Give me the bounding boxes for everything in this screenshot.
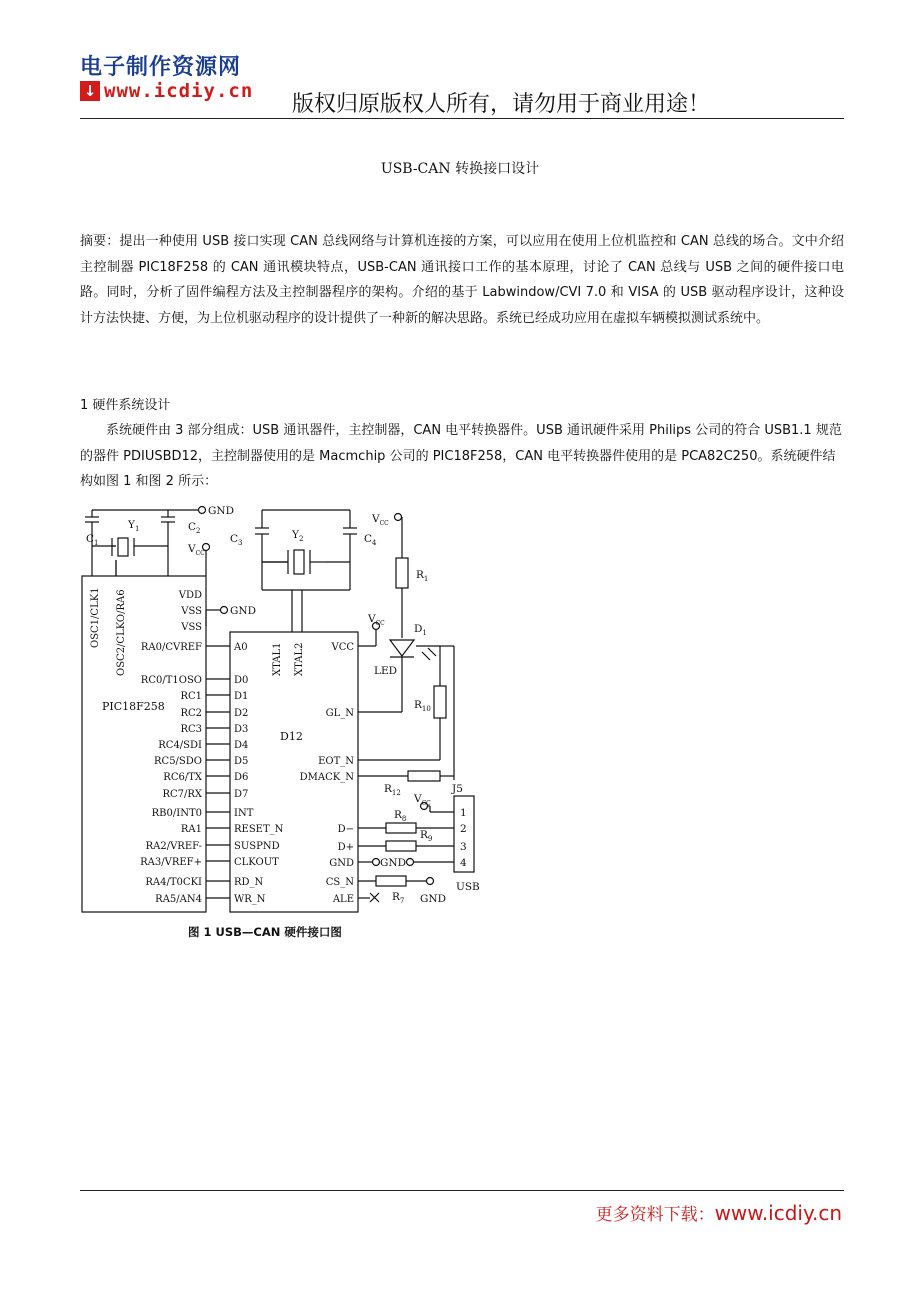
mcu-pin-vdd: VDD <box>178 590 202 601</box>
mcu-pin-0: RA0/CVREF <box>140 642 202 653</box>
mcu-pin-vss-1: VSS <box>181 606 202 617</box>
d12-left-pin-4: D3 <box>234 724 249 735</box>
r10-label: $R_{10}$ <box>414 699 431 713</box>
vcc-label-3: $V_{CC}$ <box>368 613 385 627</box>
d12-left-pin-0: A0 <box>234 642 248 653</box>
mcu-pin-vss-2: VSS <box>181 622 202 633</box>
d12-left-pin-9: INT <box>234 808 254 819</box>
mcu-pin-6: RC5/SDO <box>154 756 202 767</box>
gnd-label-4: GND <box>420 893 446 905</box>
mcu-pin-9: RB0/INT0 <box>151 808 202 819</box>
d12-left-pin-3: D2 <box>234 708 249 719</box>
j5-pin-2: 2 <box>460 823 467 835</box>
mcu-pin-11: RA2/VREF- <box>145 841 202 852</box>
download-arrow-icon: ↓ <box>80 81 100 101</box>
mcu-pin-4: RC3 <box>180 724 202 735</box>
d12-right-pin-3: DMACK_N <box>299 772 354 783</box>
circuit-diagram-figure <box>80 500 480 940</box>
mcu-pin-14: RA5/AN4 <box>155 894 202 905</box>
r8-label: $R_8$ <box>394 809 407 823</box>
mcu-pin-2: RC1 <box>180 691 202 702</box>
d12-left-pin-7: D6 <box>234 772 249 783</box>
footer-download[interactable] <box>596 1200 842 1225</box>
abstract-paragraph: 摘要：提出一种使用 USB 接口实现 CAN 总线网络与计算机连接的方案，可以应用在使用上位机监控和 CAN 总线的场合。文中介绍主控制器 PIC18F258 的 CAN 通讯模块特点，USB-CAN 通讯接口工作的基本原理，讨论了 CAN 总线与 USB 之间的硬件接口电路。同时，分析了固件编程方法及主控制器程序的架构。介绍的基于 Labwindow/CVI 7.0 和 VISA 的 USB 驱动程序设计，这种设计方法快捷、方便，为上位机驱动程序的设计提供了一种新的解决思路。系统已经成功应用在虚拟车辆模拟测试系统中。 <box>80 234 844 326</box>
mcu-pin-13: RA4/T0CKI <box>145 877 202 888</box>
r7-label: $R_7$ <box>392 891 405 905</box>
d12-right-pin-5: D+ <box>337 842 354 853</box>
j5-pin-4: 4 <box>460 857 467 869</box>
d12-right-pin-1: GL_N <box>325 708 354 719</box>
c1-label: $C_1$ <box>86 533 99 547</box>
mcu-pin-3: RC2 <box>180 708 202 719</box>
d12-left-pin-14: WR_N <box>234 894 266 905</box>
mcu-pin-1: RC0/T1OSO <box>140 675 202 686</box>
vcc-label-4: $V_{CC}$ <box>414 793 431 807</box>
body-paragraph-text: 系统硬件由 3 部分组成：USB 通讯器件，主控制器，CAN 电平转换器件。USB 通讯硬件采用 Philips 公司的符合 USB1.1 规范的器件 PDIUSBD12，主控制器使用的是 Macmchip 公司的 PIC18F258，CAN 电平转换器件使用的是 PCA82C250。系统硬件结构如图 1 和图 2 所示： <box>80 423 842 489</box>
c4-label: $C_4$ <box>364 533 377 547</box>
d12-left-pin-10: RESET_N <box>234 824 284 835</box>
y2-label: $Y_2$ <box>292 529 304 543</box>
mcu-name-label: PIC18F258 <box>102 700 165 713</box>
j5-pin-1: 1 <box>460 807 467 819</box>
c3-label: $C_3$ <box>230 533 243 547</box>
mcu-pin-7: RC6/TX <box>163 772 202 783</box>
mcu-pin-osc2: OSC2/CLKO/RA6 <box>116 589 127 676</box>
gnd-label-2: GND <box>230 605 256 617</box>
gnd-label-3: GND <box>380 857 406 869</box>
mcu-pin-osc1: OSC1/CLK1 <box>90 587 101 648</box>
usb-label: USB <box>456 881 480 893</box>
led-label: LED <box>374 665 398 677</box>
d12-left-pin-6: D5 <box>234 756 249 767</box>
r1-label: $R_1$ <box>416 569 429 583</box>
mcu-pin-12: RA3/VREF+ <box>140 857 202 868</box>
d12-left-pin-8: D7 <box>234 789 249 800</box>
d12-left-pin-labels <box>233 642 284 905</box>
section-heading: 1 硬件系统设计 <box>80 398 171 413</box>
d12-left-pin-13: RD_N <box>234 877 264 888</box>
circuit-schematic <box>80 500 480 940</box>
d12-left-pin-11: SUSPND <box>234 841 280 852</box>
d1-label: $D_1$ <box>414 623 427 637</box>
d12-right-pin-0: VCC <box>331 642 354 653</box>
copyright-slogan: 版权归原版权人所有，请勿用于商业用途！ <box>292 92 711 117</box>
d12-name-label: D12 <box>280 730 303 743</box>
site-logo-url[interactable] <box>80 80 253 102</box>
site-logo-text[interactable]: 电子制作资源网 <box>80 55 242 80</box>
d12-right-pin-8: ALE <box>332 894 354 905</box>
document-title: USB-CAN 转换接口设计 <box>380 161 540 177</box>
d12-left-pin-1: D0 <box>234 675 249 686</box>
footer-url[interactable]: www.icdiy.cn <box>714 1201 842 1225</box>
d12-right-pin-6: GND <box>329 858 354 869</box>
d12-pin-xtal1: XTAL1 <box>272 642 283 676</box>
d12-left-pin-5: D4 <box>234 740 249 751</box>
bus-lines <box>206 646 230 898</box>
d12-pin-xtal2: XTAL2 <box>294 642 305 676</box>
d12-right-pin-labels <box>300 642 355 905</box>
d12-right-pin-4: D− <box>337 824 354 835</box>
c2-label: $C_2$ <box>188 521 201 535</box>
vcc-label-2: $V_{CC}$ <box>372 513 389 527</box>
j5-label: J5 <box>452 783 463 795</box>
d12-left-pin-12: CLKOUT <box>234 857 279 868</box>
mcu-pin-labels <box>140 642 203 905</box>
mcu-pin-10: RA1 <box>180 824 202 835</box>
d12-left-pin-2: D1 <box>234 691 249 702</box>
header-divider <box>80 118 844 119</box>
d12-right-pin-2: EOT_N <box>318 756 354 767</box>
mcu-pin-5: RC4/SDI <box>158 740 202 751</box>
footer-divider <box>80 1190 844 1191</box>
figure-caption: 图 1 USB—CAN 硬件接口图 <box>188 925 342 939</box>
body-paragraph <box>80 418 844 495</box>
gnd-label-1: GND <box>208 505 234 517</box>
j5-pin-3: 3 <box>460 841 467 853</box>
d12-right-pin-7: CS_N <box>325 877 354 888</box>
r9-label: $R_9$ <box>420 829 433 843</box>
r12-label: $R_{12}$ <box>384 783 401 797</box>
footer-prefix: 更多资料下载： <box>595 1205 715 1225</box>
vcc-label-1: $V_{CC}$ <box>188 543 205 557</box>
y1-label: $Y_1$ <box>128 519 140 533</box>
logo-url-text: www.icdiy.cn <box>104 80 254 102</box>
mcu-pin-8: RC7/RX <box>162 789 202 800</box>
